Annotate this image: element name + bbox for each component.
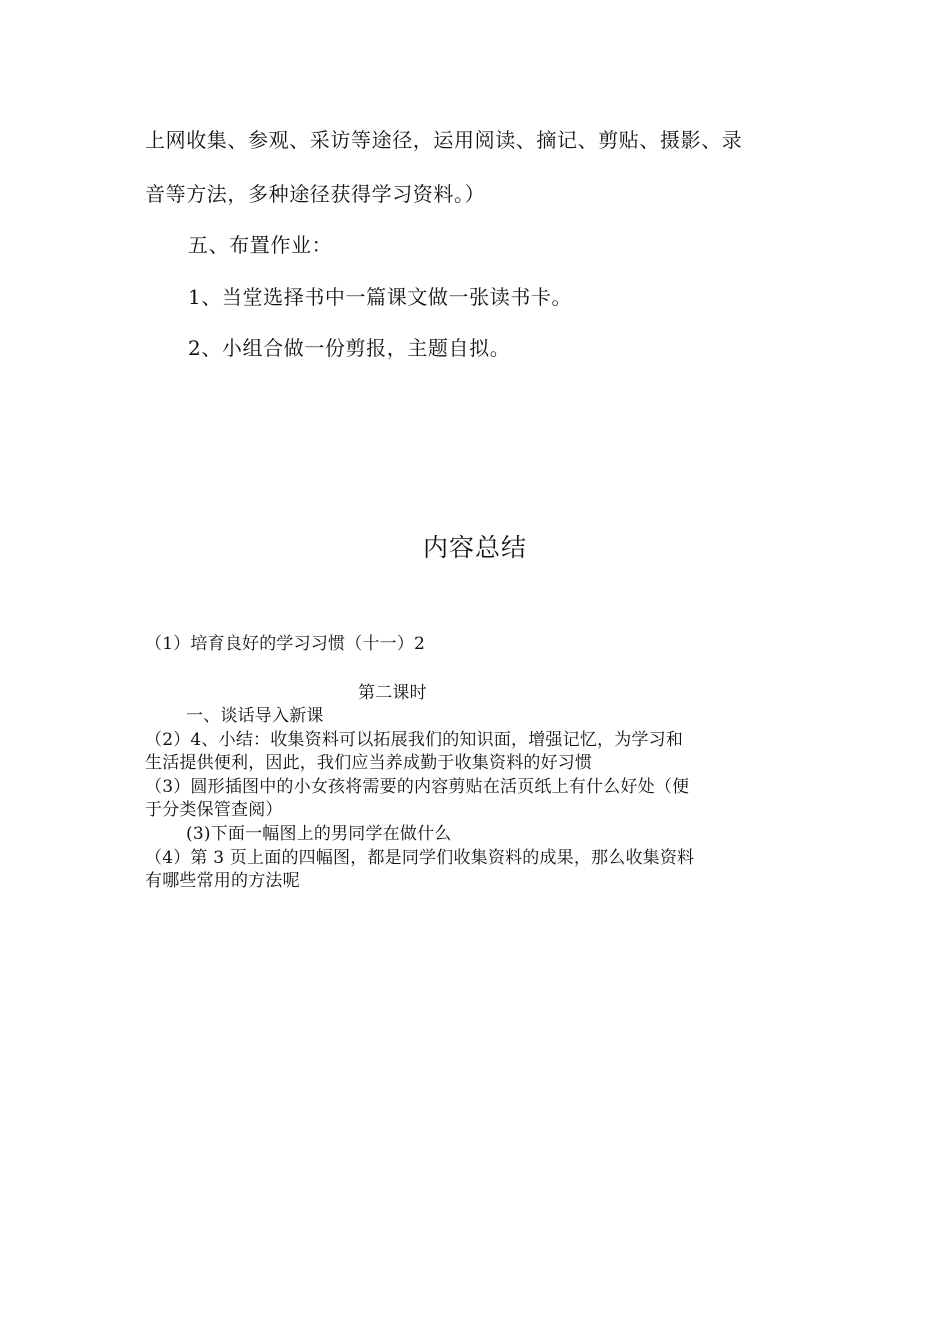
summary-line: （1）培育良好的学习习惯（十一）2: [145, 634, 426, 654]
summary-line: 第二课时: [358, 683, 427, 703]
summary-line: (3)下面一幅图上的男同学在做什么: [186, 824, 452, 844]
summary-line: （4）第 3 页上面的四幅图，都是同学们收集资料的成果，那么收集资料: [145, 848, 695, 868]
summary-line: 有哪些常用的方法呢: [145, 871, 300, 891]
paragraph-line: 上网收集、参观、采访等途径，运用阅读、摘记、剪贴、摄影、录: [145, 128, 743, 152]
list-item: 2、小组合做一份剪报，主题自拟。: [188, 336, 511, 360]
section-heading: 五、布置作业：: [188, 233, 333, 257]
summary-line: 生活提供便利，因此，我们应当养成勤于收集资料的好习惯: [145, 753, 593, 773]
list-item: 1、当堂选择书中一篇课文做一张读书卡。: [188, 285, 573, 309]
summary-line: （2）4、小结：收集资料可以拓展我们的知识面，增强记忆，为学习和: [145, 730, 684, 750]
summary-title: 内容总结: [422, 533, 527, 562]
summary-line: （3）圆形插图中的小女孩将需要的内容剪贴在活页纸上有什么好处（便: [145, 777, 690, 797]
paragraph-line: 音等方法，多种途径获得学习资料。）: [145, 182, 486, 206]
summary-line: 于分类保管查阅）: [145, 800, 283, 820]
summary-line: 一、谈话导入新课: [186, 706, 324, 726]
